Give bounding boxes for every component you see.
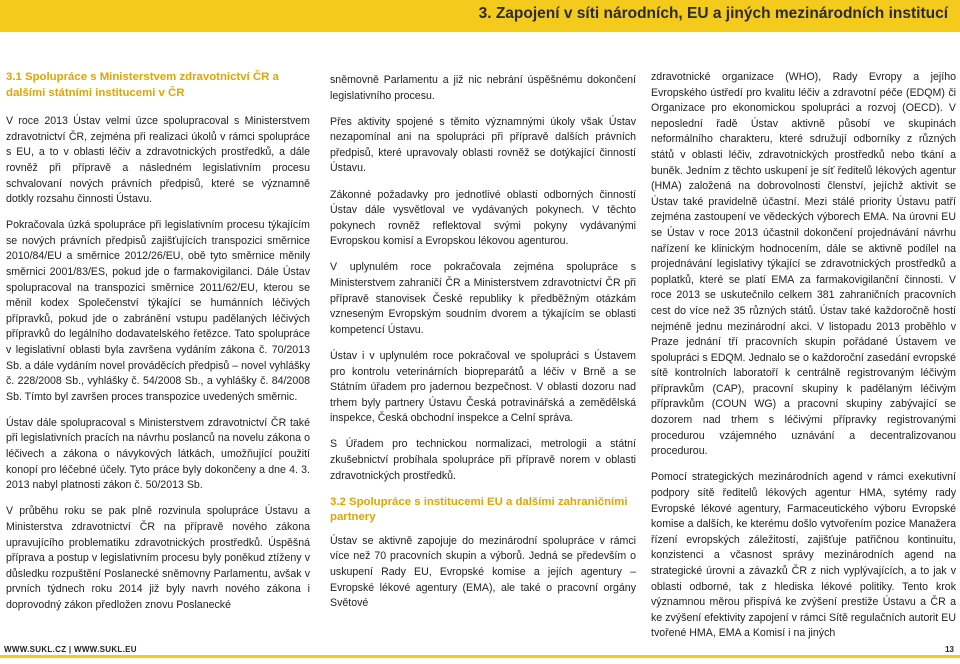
paragraph: Ústav i v uplynulém roce pokračoval ve spolupráci s Ústavem pro kontrolu veterinárních biopreparátů a léčiv v Brně a se Státním úřadem pro jadernou bezpečnost. V oblasti dozoru nad trhem byly partnery Ústavu Česká potravinářská a zemědělská inspekce, Česká obchodní inspekce a Celní správa.	[330, 349, 636, 425]
paragraph: V průběhu roku se pak plně rozvinula spolupráce Ústavu a Ministerstva zdravotnictví ČR na přípravě nového zákona upravujícího problematiku zdravotnických prostředků. Úspěšná příprava a postup v legislativním procesu byly poněkud ztíženy v důsledku rozpuštění Poslanecké sněmovny Parlamentu, avšak v prvních týdnech roku 2014 již byly navrh nového zákona i doprovodný zákon předložen znovu Poslanecké	[6, 505, 310, 611]
column-1	[6, 70, 310, 624]
paragraph: Zákonné požadavky pro jednotlivé oblasti odborných činností Ústav dále vysvětloval ve vydávaných pokynech. V těchto pokynech rovněž reflektoval svými pokyny vydávanými Evropskou komisí a Evropskou lékovou agenturou.	[330, 188, 636, 248]
column-3	[651, 70, 956, 652]
paragraph: V uplynulém roce pokračovala zejména spolupráce s Ministerstvem zahraničí ČR a Ministerstvem zdravotnictví ČR při přípravě stanovisek České republiky k předběžným otázkám vzneseným Evropským soudním dvorem a týkajícím se oblasti kompetencí Ústavu.	[330, 261, 636, 336]
column-2	[330, 73, 636, 622]
paragraph: S Úřadem pro technickou normalizaci, metrologii a státní zkušebnictví probíhala spolupráce při přípravě norem v oblasti zdravotnických prostředků.	[330, 438, 636, 482]
section-heading-3-2: 3.2 Spolupráce s institucemi EU a dalšími zahraničními partnery	[330, 495, 628, 524]
paragraph: Přes aktivity spojené s těmito významnými úkoly však Ústav nezapomínal ani na spolupráci při přípravě dalších právních předpisů, které upravovaly oblasti rovněž se dotýkající činností Ústavu.	[330, 115, 636, 175]
paragraph: Pomocí strategických mezinárodních agend v rámci exekutivní podpory sítě ředitelů lékových agentur HMA, sytémy rady Evropské lékové agentury, Farmaceutického výboru Evropské komise a dalších, ke kterému došlo vytvořením pozice Manažera řízení evropských záležitostí, zajišťuje patřičnou kontinuitu, konzistenci a včasnost správy mezinárodních agend na strategické úrovni a závazků ČR z nich vyplývajících, a to jak v oblasti odborné, tak z hlediska lékové politiky. Tento krok významnou měrou přispívá ke zvýšení prestiže Ústavu a ČR a ke zvýšení efektivity zapojení v rámci Sítě regulačních autorit EU tvořené HMA, EMA a Komisí i na jiných	[651, 471, 956, 640]
paragraph: zdravotnické organizace (WHO), Rady Evropy a jejího Evropského ústředí pro kvalitu léčiv a zdravotní péče (EDQM) či Organizace pro ekonomickou spolupráci a rozvoj (OECD). V neposlední řadě Ústav aktivně působí ve skupinách neformálního charakteru, které sdružují odborníky z různých států v oblasti léčiv, zdravotnických prostředků nebo tkání a buněk. Jedním z těchto uskupení je síť ředitelů lékových agentur (HMA) založená na dobrovolnosti členství, jejíchž aktivit se Ústav také pravidelně účastní. Mezi stálé priority Ústavu patří zejména zastoupení ve vědeckých výborech EMA. Na úrovni EU se Ústav v roce 2013 účastnil dokončení projednávání návrhu nařízení ke klinickým hodnocením, dále se aktivně podílel na projednávání legislativy týkající se zdravotnických prostředků a poplatků, které se platí EMA za farmakovigilanční činnosti. V roce 2013 se uskutečnilo celkem 381 zahraničních pracovních cest do více než 35 různých států. Ústav také každoročně hostí nejméně jednu mezinárodní akci. V listopadu 2013 proběhlo v Praze jednání tří pracovních skupin pořádané Ústavem ve spolupráci s EDQM. Jednalo se o každoroční zasedání evropské sítě kontrolních laboratoří k centrálně registrovaným léčivým přípravkům (CAP), pracovní skupiny k padělaným léčivým přípravkům (COUN WG) a pracovní skupiny zabývající se dozorem nad trhem s léčivými přípravky registrovanými procedurou vzájemného uznávání a decentralizovanou procedurou.	[651, 71, 956, 458]
section-heading-3-1: 3.1 Spolupráce s Ministerstvem zdravotnictví ČR a dalšími státními institucemi v ČR	[6, 71, 279, 99]
paragraph: Pokračovala úzká spolupráce při legislativním procesu týkajícím se nových právních předpisů zajišťujících transpozici směrnice 2010/84/EU a směrnice 2012/26/EU, obě tyto směrnice měnily směrnici 2001/83/ES, pokud jde o farmakovigilanci. Dále Ústav spolupracoval na transpozici směrnice 2011/62/EU, kterou se měnil kodex Společenství týkající se humánních léčivých přípravků, pokud jde o zabránění vstupu padělaných léčivých přípravků do legálního dodavatelského řetězce. Tato spolupráce v legislativní oblasti byla završena vydáním zákona č. 70/2013 Sb. a dále vydáním novel prováděcích předpisů – novel vyhlášky č. 228/2008 Sb., vyhlášky č. 54/2008 Sb., a vyhlášky č. 84/2008 Sb. Tímto byl završen proces transpozice uvedených směrnic.	[6, 219, 310, 403]
paragraph: sněmovně Parlamentu a již nic nebrání úspěšnému dokončení legislativního procesu.	[330, 74, 636, 102]
page-number: 13	[945, 645, 954, 654]
paragraph: Ústav dále spolupracoval s Ministerstvem zdravotnictví ČR také při legislativních pracích na návrhu poslanců na novelu zákona o léčivech a zákona o návykových látkách, umožňující použití konopí pro léčebné účely. Tyto práce byly dokončeny a dne 4. 3. 2013 nabyl platnosti zákon č. 50/2013 Sb.	[6, 416, 310, 492]
chapter-title: 3. Zapojení v síti národních, EU a jiných mezinárodních institucí	[478, 5, 948, 22]
paragraph: Ústav se aktivně zapojuje do mezinárodní spolupráce v rámci více než 70 pracovních skupin a výborů. Jedná se především o uskupení Rady EU, Evropské komise a jejích agentury – Evropské lékové agentury (EMA), ale také o pracovní orgány Světové	[330, 534, 636, 610]
footer-rule	[0, 655, 960, 658]
paragraph: V roce 2013 Ústav velmi úzce spolupracoval s Ministerstvem zdravotnictví ČR, zejména při realizaci úkolů v rámci spolupráce s EU, a to v oblasti léčiv a zdravotnických prostředků, a dále rovněž při přípravě a následném legislativním procesu schvalovaní nových právních předpisů, které se významně dotkly rozsahu činnosti Ústavu.	[6, 115, 310, 206]
footer-website-links: WWW.SUKL.CZ | WWW.SUKL.EU	[4, 645, 137, 654]
